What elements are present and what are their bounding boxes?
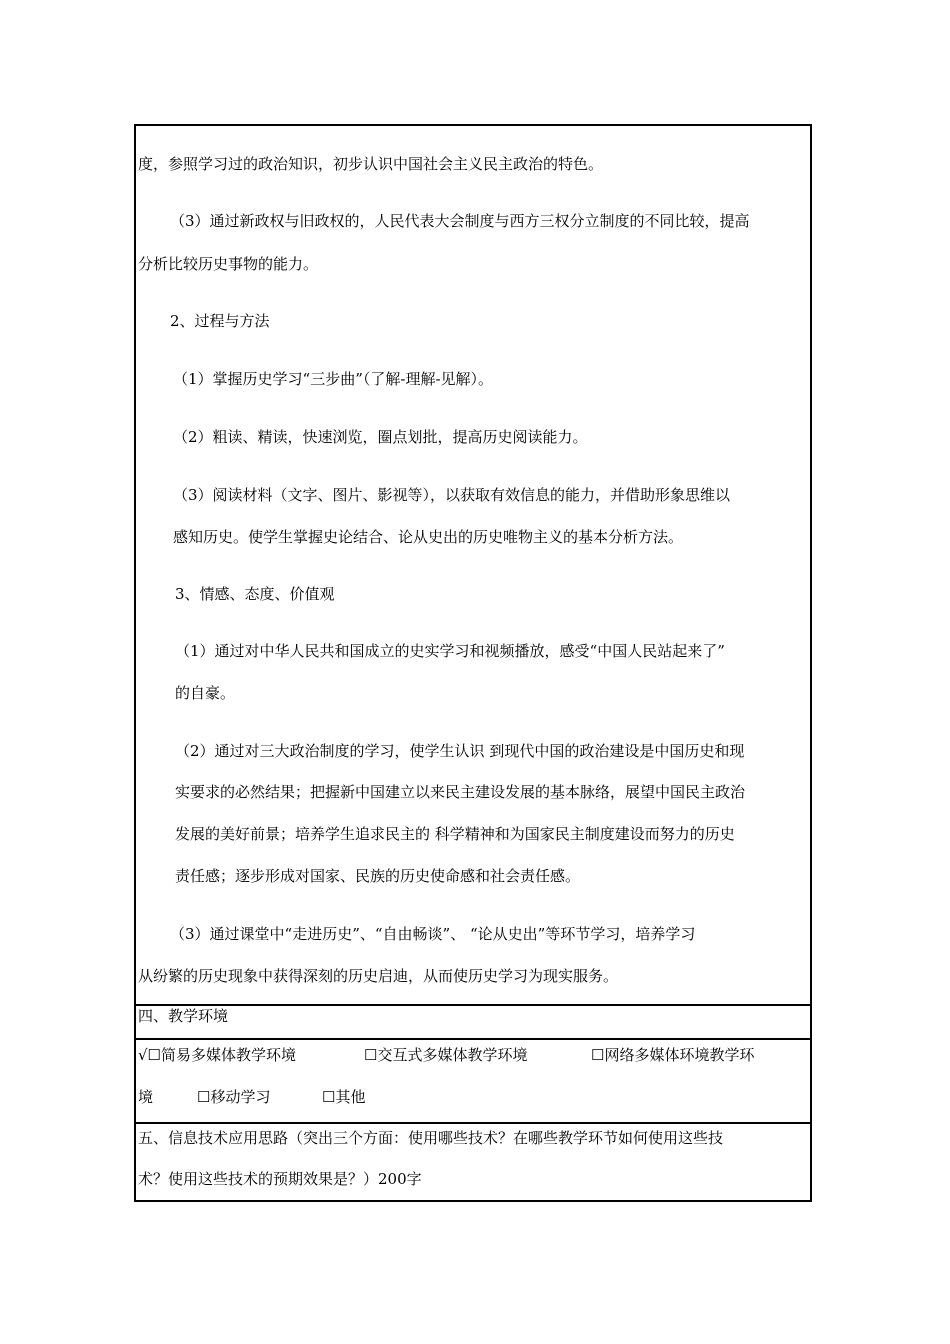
paragraph-line: （3）通过新政权与旧政权的，人民代表大会制度与西方三权分立制度的不同比较，提高 [170, 212, 750, 230]
table-divider [136, 1122, 810, 1124]
tech-heading: 术？使用这些技术的预期效果是？）200字 [138, 1170, 422, 1188]
paragraph-line: （2）粗读、精读，快速浏览，圈点划批，提高历史阅读能力。 [173, 428, 588, 446]
checkbox-network-multimedia-cont: 境 [138, 1088, 154, 1106]
checkbox-other[interactable]: ☐其他 [322, 1088, 366, 1106]
paragraph-line: 分析比较历史事物的能力。 [138, 255, 319, 273]
checkbox-mobile-learning[interactable]: ☐移动学习 [197, 1088, 271, 1106]
table-divider [136, 1004, 810, 1006]
section-heading: 3、情感、态度、价值观 [175, 585, 335, 603]
paragraph-line: 发展的美好前景；培养学生追求民主的 科学精神和为国家民主制度建设而努力的历史 [175, 825, 735, 843]
paragraph-line: （3）阅读材料（文字、图片、影视等），以获取有效信息的能力，并借助形象思维以 [173, 486, 731, 504]
paragraph-line: 责任感；逐步形成对国家、民族的历史使命感和社会责任感。 [175, 867, 581, 885]
paragraph-line: （3）通过课堂中“走进历史”、“自由畅谈”、 “论从史出”等环节学习，培养学习 [170, 925, 696, 943]
paragraph-line: （1）通过对中华人民共和国成立的史实学习和视频播放，感受“中国人民站起来了” [175, 642, 725, 660]
paragraph-line: 度，参照学习过的政治知识，初步认识中国社会主义民主政治的特色。 [138, 155, 604, 173]
paragraph-line: 的自豪。 [175, 684, 236, 702]
paragraph-line: （1）掌握历史学习“三步曲”（了解-理解-见解）。 [173, 370, 494, 388]
checkbox-simple-multimedia[interactable]: √☐简易多媒体教学环境 [138, 1046, 297, 1064]
checkbox-network-multimedia[interactable]: ☐网络多媒体环境教学环 [591, 1046, 755, 1064]
table-divider [136, 1038, 810, 1040]
paragraph-line: 感知历史。使学生掌握史论结合、论从史出的历史唯物主义的基本分析方法。 [173, 528, 684, 546]
environment-heading: 四、教学环境 [138, 1007, 229, 1025]
section-heading: 2、过程与方法 [170, 312, 270, 330]
paragraph-line: 实要求的必然结果；把握新中国建立以来民主建设发展的基本脉络，展望中国民主政治 [175, 783, 746, 801]
paragraph-line: 从纷繁的历史现象中获得深刻的历史启迪，从而使历史学习为现实服务。 [138, 967, 619, 985]
checkbox-interactive-multimedia[interactable]: ☐交互式多媒体教学环境 [364, 1046, 528, 1064]
document-table [134, 124, 812, 1202]
tech-heading: 五、信息技术应用思路（突出三个方面：使用哪些技术？在哪些教学环节如何使用这些技 [138, 1129, 724, 1147]
paragraph-line: （2）通过对三大政治制度的学习，使学生认识 到现代中国的政治建设是中国历史和现 [175, 742, 745, 760]
